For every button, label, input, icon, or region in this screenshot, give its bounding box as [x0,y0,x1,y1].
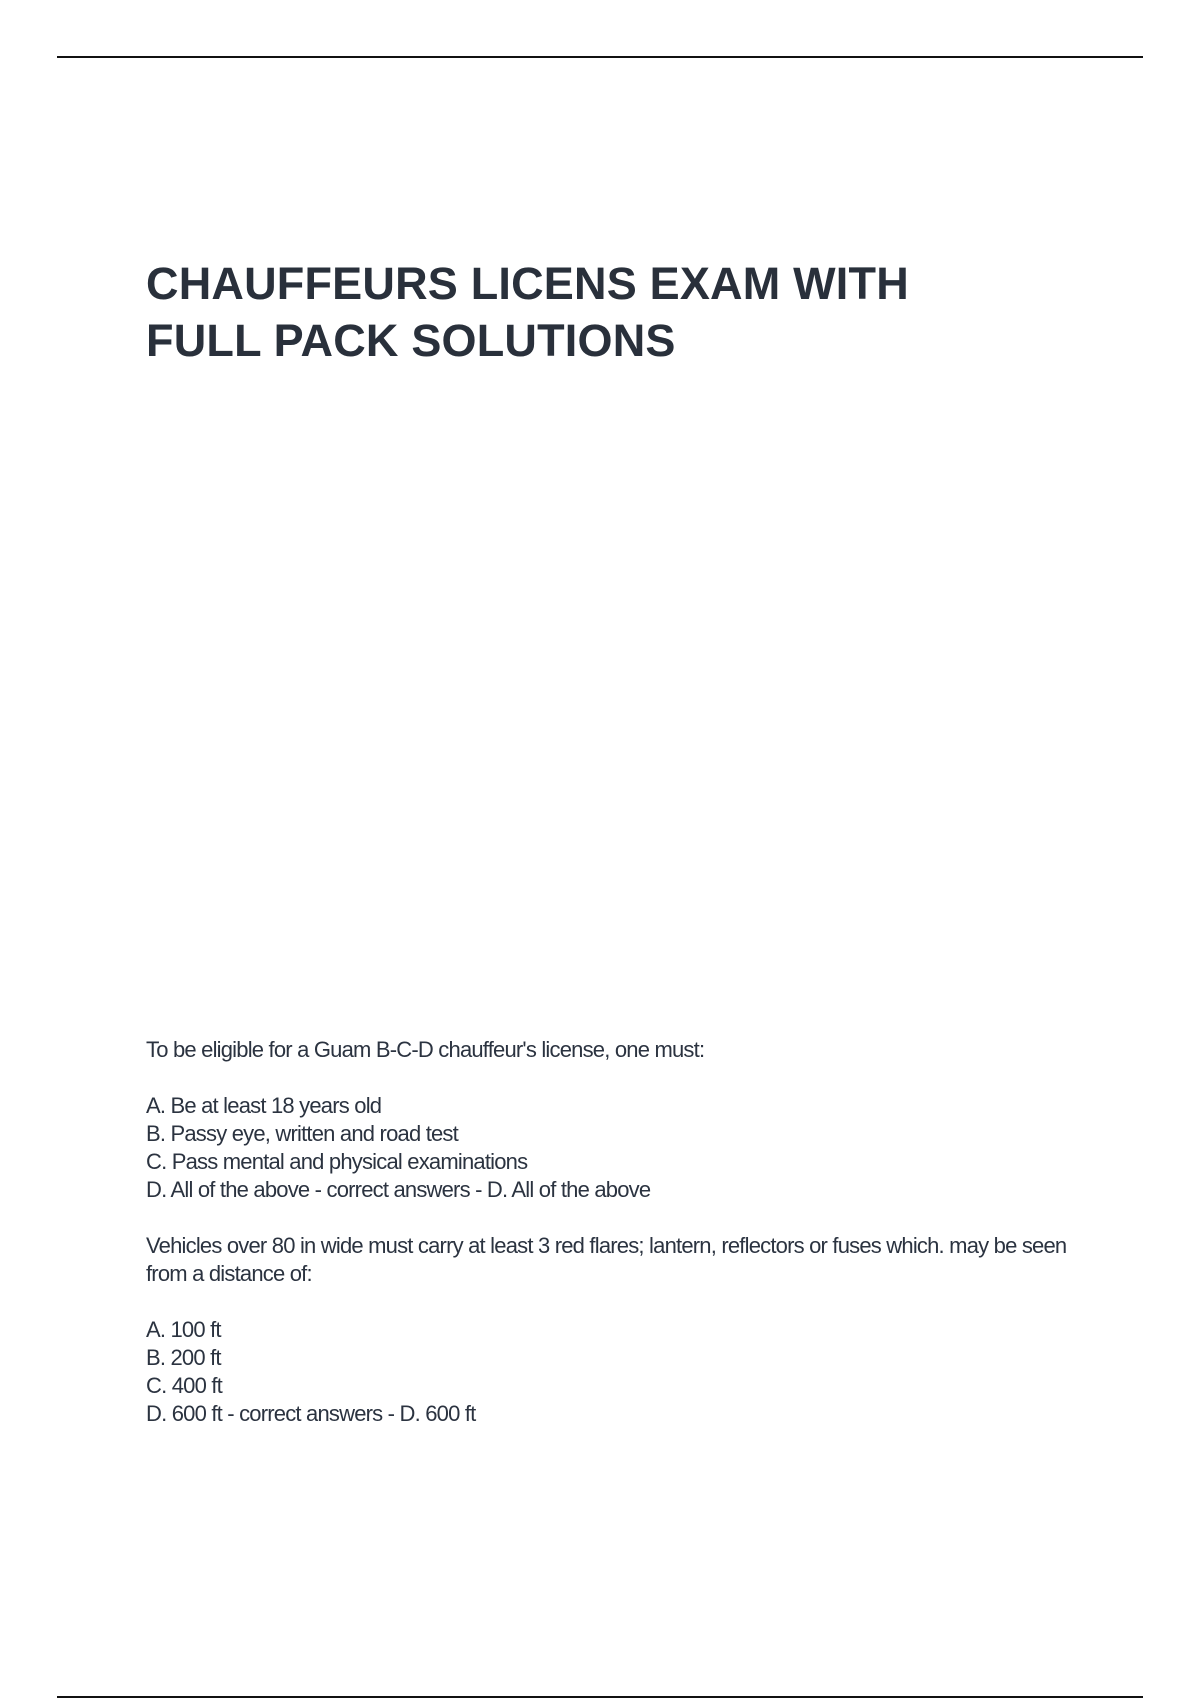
question-stem: Vehicles over 80 in wide must carry at least 3 red flares; lantern, reflectors or fuses which. may be seen from a distance of: [146,1233,1067,1286]
question-stem: To be eligible for a Guam B-C-D chauffeur's license, one must: [146,1037,705,1062]
answer-option-a: A. Be at least 18 years old [146,1093,382,1118]
answer-option-c: C. 400 ft [146,1373,222,1398]
answer-option-b: B. 200 ft [146,1345,221,1370]
answer-option-d: D. 600 ft - correct answers - D. 600 ft [146,1401,476,1426]
answer-option-c: C. Pass mental and physical examinations [146,1149,528,1174]
answer-option-b: B. Passy eye, written and road test [146,1121,458,1146]
questions-section [146,1036,1096,1456]
title-line-2: FULL PACK SOLUTIONS [146,315,676,366]
answer-options [146,1316,1096,1428]
title-line-1: CHAUFFEURS LICENS EXAM WITH [146,258,909,309]
question-2 [146,1232,1096,1428]
document-title [146,255,1046,369]
answer-options [146,1092,1096,1204]
bottom-divider [57,1696,1143,1698]
question-1 [146,1036,1096,1204]
answer-option-d: D. All of the above - correct answers - D. All of the above [146,1177,651,1202]
answer-option-a: A. 100 ft [146,1317,221,1342]
top-divider [57,56,1143,58]
